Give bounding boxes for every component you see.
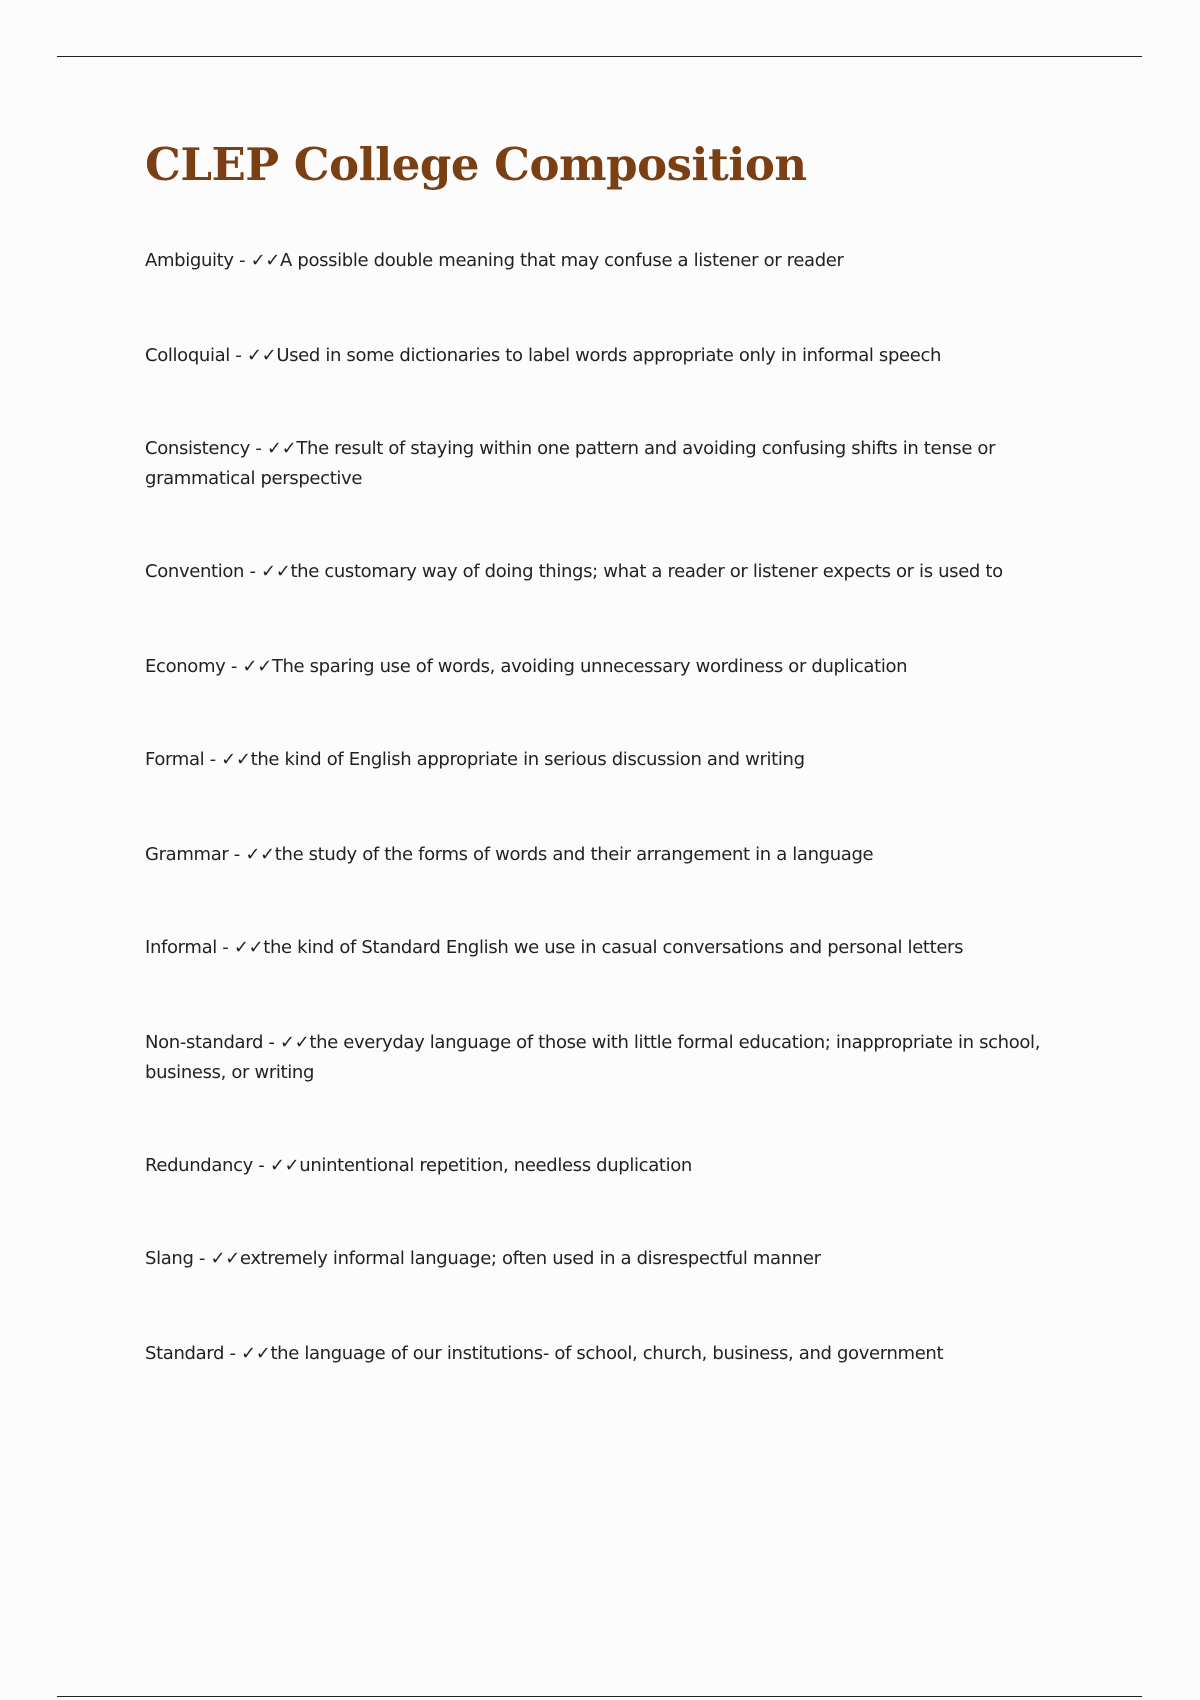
glossary-entry bbox=[145, 933, 1080, 963]
glossary-entry bbox=[145, 1244, 1080, 1274]
check-mark-icon: ✓✓ bbox=[269, 1155, 300, 1176]
entry-separator: - bbox=[250, 438, 267, 459]
check-mark-icon: ✓✓ bbox=[266, 438, 297, 459]
entry-definition: A possible double meaning that may confuse a listener or reader bbox=[280, 250, 844, 271]
entry-separator: - bbox=[252, 1155, 270, 1176]
entry-term: Consistency bbox=[145, 438, 250, 459]
check-mark-icon: ✓✓ bbox=[250, 250, 281, 271]
entry-term: Informal bbox=[145, 937, 217, 958]
glossary-entry bbox=[145, 246, 1080, 276]
check-mark-icon: ✓✓ bbox=[242, 656, 272, 677]
check-mark-icon: ✓✓ bbox=[221, 749, 251, 770]
entry-term: Colloquial bbox=[145, 345, 230, 366]
entry-definition: the language of our institutions- of school, church, business, and government bbox=[270, 1343, 944, 1364]
entry-term: Formal bbox=[145, 749, 205, 770]
entry-separator: - bbox=[229, 345, 247, 366]
entry-definition: Used in some dictionaries to label words appropriate only in informal speech bbox=[276, 345, 942, 366]
entry-definition: extremely informal language; often used in a disrespectful manner bbox=[239, 1248, 821, 1269]
entry-definition: the everyday language of those with little formal education; inappropriate in school, business, or writing bbox=[145, 1032, 1041, 1083]
entry-definition: the kind of Standard English we use in casual conversations and personal letters bbox=[263, 937, 964, 958]
glossary-entry bbox=[145, 1028, 1080, 1088]
entry-definition: the kind of English appropriate in serious discussion and writing bbox=[250, 749, 805, 770]
entry-term: Grammar bbox=[145, 844, 229, 865]
entry-definition: The sparing use of words, avoiding unnecessary wordiness or duplication bbox=[271, 656, 908, 677]
entry-definition: unintentional repetition, needless duplication bbox=[299, 1155, 692, 1176]
entry-term: Ambiguity bbox=[145, 250, 234, 271]
entry-definition: the customary way of doing things; what a reader or listener expects or is used to bbox=[290, 561, 1003, 582]
check-mark-icon: ✓✓ bbox=[233, 937, 264, 958]
entry-separator: - bbox=[228, 844, 246, 865]
glossary-entry bbox=[145, 434, 1080, 494]
entry-separator: - bbox=[244, 561, 261, 582]
check-mark-icon: ✓✓ bbox=[246, 345, 277, 366]
entry-definition: the study of the forms of words and their arrangement in a language bbox=[274, 844, 874, 865]
glossary-entry bbox=[145, 840, 1080, 870]
glossary-entry bbox=[145, 341, 1080, 371]
entry-separator: - bbox=[233, 250, 251, 271]
entry-separator: - bbox=[193, 1248, 211, 1269]
check-mark-icon: ✓✓ bbox=[279, 1032, 310, 1053]
entry-separator: - bbox=[263, 1032, 280, 1053]
entry-term: Convention bbox=[145, 561, 245, 582]
entry-separator: - bbox=[224, 1343, 241, 1364]
entry-term: Economy bbox=[145, 656, 226, 677]
check-mark-icon: ✓✓ bbox=[245, 844, 275, 865]
check-mark-icon: ✓✓ bbox=[261, 561, 291, 582]
entry-term: Non-standard bbox=[145, 1032, 264, 1053]
glossary-entry bbox=[145, 1151, 1080, 1181]
entry-separator: - bbox=[225, 656, 243, 677]
top-rule bbox=[57, 56, 1142, 57]
check-mark-icon: ✓✓ bbox=[240, 1343, 271, 1364]
glossary-entry bbox=[145, 652, 1080, 682]
check-mark-icon: ✓✓ bbox=[210, 1248, 240, 1269]
entry-separator: - bbox=[216, 937, 234, 958]
glossary-entry bbox=[145, 745, 1080, 775]
entry-separator: - bbox=[204, 749, 222, 770]
page-title: CLEP College Composition bbox=[145, 138, 807, 191]
entry-term: Standard bbox=[145, 1343, 225, 1364]
entry-definition: The result of staying within one pattern and avoiding confusing shifts in tense or grammatical perspective bbox=[145, 438, 996, 489]
bottom-rule bbox=[57, 1696, 1142, 1697]
glossary-entry bbox=[145, 557, 1080, 587]
entry-term: Slang bbox=[145, 1248, 194, 1269]
glossary-entry bbox=[145, 1339, 1080, 1369]
entry-term: Redundancy bbox=[145, 1155, 253, 1176]
